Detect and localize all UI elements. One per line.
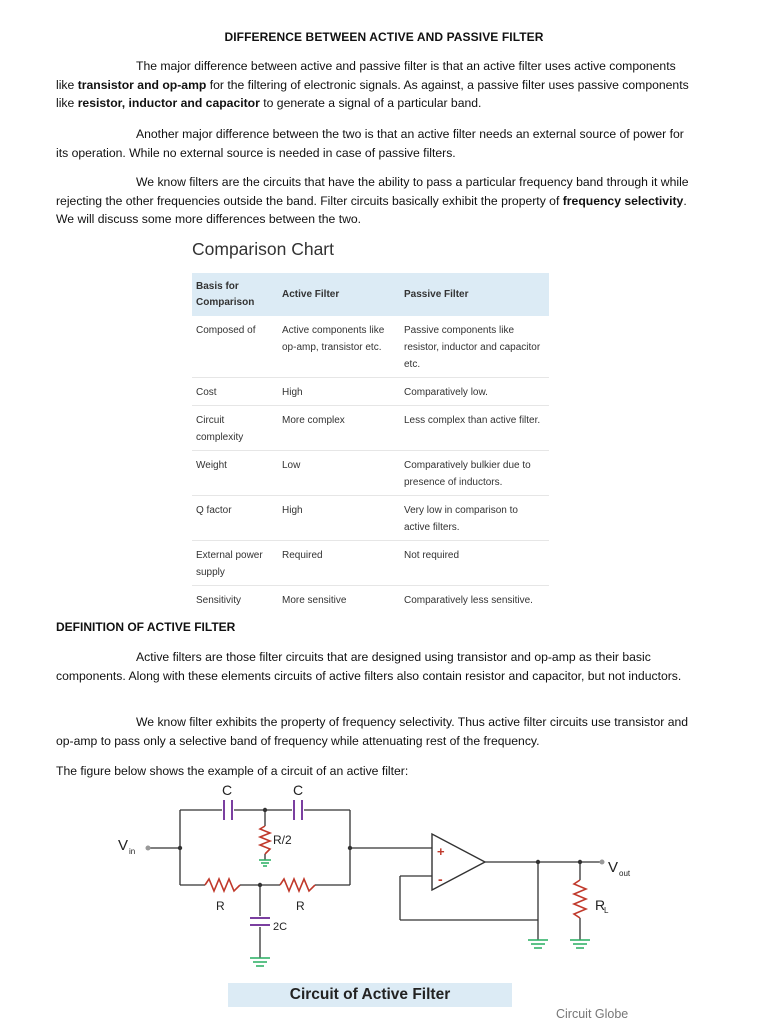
table-cell: Comparatively bulkier due to presence of inductors. (400, 451, 549, 496)
vin-terminal (146, 846, 151, 851)
definition-heading: DEFINITION OF ACTIVE FILTER (56, 620, 236, 634)
header-passive: Passive Filter (400, 273, 549, 316)
selectivity-paragraph (56, 173, 696, 229)
table-cell: Less complex than active filter. (400, 406, 549, 451)
bold-run: transistor and op-amp (77, 77, 207, 92)
text-run: We know filter exhibits the property of frequency selectivity. Thus active filter circuits use transistor and op-amp to pass only a selective band of frequency while attenuating rest of the frequency. (56, 715, 689, 748)
table-cell: Comparatively low. (400, 378, 549, 406)
table-cell: More complex (278, 406, 400, 451)
ground-rl-icon (570, 940, 590, 948)
table-cell: Circuit complexity (192, 406, 278, 451)
table-cell: Active components like op-amp, transistor etc. (278, 316, 400, 378)
table-cell: Low (278, 451, 400, 496)
label-rl-sub: L (604, 906, 609, 915)
table-cell: Weight (192, 451, 278, 496)
label-vout-sub: out (619, 869, 631, 878)
page-title: DIFFERENCE BETWEEN ACTIVE AND PASSIVE FILTER (224, 30, 544, 44)
capacitor-c-left (224, 800, 232, 820)
label-r-right: R (296, 899, 305, 913)
resistor-r-left (205, 879, 240, 891)
label-c-left: C (222, 782, 233, 798)
table-cell: Cost (192, 378, 278, 406)
text-run: Active filters are those filter circuits that are designed using transistor and op-amp as their basic components. Along with these elements circuits of active filters also contain resistor and capacitor, but not inductors. (56, 650, 682, 683)
table-row (192, 316, 549, 378)
table-cell: High (278, 496, 400, 541)
table-cell: External power supply (192, 541, 278, 586)
table-cell: Required (278, 541, 400, 586)
text-run: for the filtering of electronic signals. As against, a passive filter uses passive components like (56, 77, 689, 110)
label-r-half: R/2 (273, 833, 292, 847)
label-c-right: C (293, 782, 304, 798)
label-vin-sub: in (129, 847, 136, 856)
label-r-left: R (216, 899, 225, 913)
power-paragraph (56, 125, 696, 162)
table-cell: More sensitive (282, 595, 347, 606)
ground-feedback-icon (528, 940, 548, 948)
table-row (192, 586, 549, 614)
header-active: Active Filter (278, 273, 400, 316)
label-vout: V (608, 859, 619, 876)
figure-intro-paragraph: The figure below shows the example of a circuit of an active filter: (56, 764, 409, 778)
bold-run: resistor, inductor and capacitor (77, 96, 260, 110)
table-cell: Passive components like resistor, inductor and capacitor etc. (400, 316, 549, 378)
comparison-table (192, 273, 549, 613)
table-row (192, 378, 549, 406)
bold-run: frequency selectivity (562, 193, 684, 208)
header-basis: Basis for Comparison (192, 273, 278, 316)
text-run: Another major difference between the two is that an active filter needs an external source of power for its operation. While no external source is needed in case of passive filters. (56, 127, 684, 160)
label-rl: R (595, 897, 606, 913)
table-row (192, 541, 549, 586)
selective-band-paragraph (56, 713, 696, 750)
text-run: . We will discuss some more differences between the two. (56, 193, 687, 226)
active-filter-circuit-diagram (110, 780, 650, 980)
table-cell: Not required (400, 541, 549, 586)
figure-caption: Circuit of Active Filter (228, 983, 512, 1007)
comparison-chart-title: Comparison Chart (192, 239, 334, 259)
definition-paragraph (56, 648, 696, 685)
resistor-r-half (260, 826, 270, 854)
label-2c: 2C (273, 921, 288, 933)
figure-credit: Circuit Globe (556, 1007, 629, 1021)
opamp-minus-sign: - (438, 871, 443, 887)
table-cell: Q factor (192, 496, 278, 541)
resistor-rl (574, 880, 586, 918)
text-run: The major difference between active and passive filter is that an active filter uses active components like (56, 59, 676, 92)
table-row (192, 496, 549, 541)
table-cell: Sensitivity (196, 595, 242, 606)
table-cell: Comparatively less sensitive. (404, 595, 533, 606)
text-run: We know filters are the circuits that have the ability to pass a particular frequency band through it while rejecting the other frequencies outside the band. Filter circuits basically exhibit the property of (56, 175, 689, 208)
ground-rhalf-icon (259, 860, 271, 866)
table-cell: High (278, 378, 400, 406)
intro-paragraph (56, 57, 696, 113)
table-header-row (192, 273, 549, 316)
opamp-plus-sign: + (437, 844, 445, 859)
capacitor-2c (250, 918, 270, 925)
table-cell: Composed of (192, 316, 278, 378)
text-run: to generate a signal of a particular band. (259, 96, 482, 110)
capacitor-c-right (294, 800, 302, 820)
ground-2c-icon (250, 958, 270, 966)
label-vin: V (118, 837, 129, 854)
table-row (192, 451, 549, 496)
vout-terminal (600, 860, 605, 865)
table-row (192, 406, 549, 451)
table-cell: Very low in comparison to active filters. (400, 496, 549, 541)
resistor-r-right (280, 879, 315, 891)
